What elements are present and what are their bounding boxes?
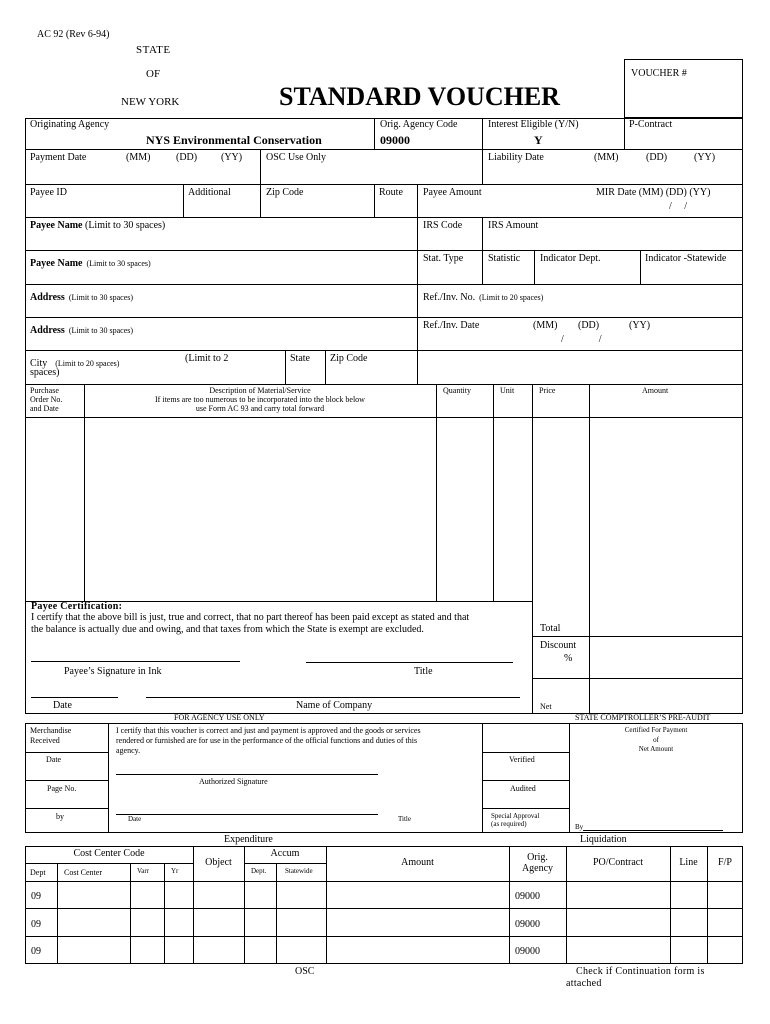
- city-limit-note: (Limit to 2: [185, 353, 229, 364]
- varr-header: Varr: [137, 867, 150, 875]
- agency-cert-l1: I certify that this voucher is correct and just and payment is approved and the goods or services: [116, 726, 421, 735]
- payment-date-field[interactable]: [25, 149, 260, 184]
- comptroller-cert-l3: Net Amount: [638, 745, 674, 753]
- table-row[interactable]: [25, 909, 743, 936]
- irs-code-field[interactable]: [417, 217, 482, 250]
- desc-l2: If items are too numerous to be incorporated into the block below: [155, 395, 365, 404]
- city-spaces-note: spaces): [30, 367, 60, 378]
- payee-signature-line[interactable]: [31, 640, 240, 661]
- company-name-line[interactable]: [146, 680, 520, 697]
- additional-field[interactable]: [183, 184, 260, 217]
- interest-eligible-field[interactable]: [482, 118, 624, 149]
- mir-date-slashes: / /: [669, 201, 688, 212]
- payee-name-2-note: (Limit to 30 spaces): [86, 259, 151, 268]
- purchase-l3: and Date: [30, 404, 59, 413]
- originating-agency-field[interactable]: [25, 118, 374, 149]
- row-agency: 09000: [515, 891, 540, 902]
- agency-small-date-label: Date: [128, 815, 142, 823]
- row-dept: 09: [31, 919, 41, 930]
- cost-center-header: Cost Center: [64, 868, 102, 877]
- po-contract-header: PO/Contract: [593, 857, 643, 868]
- net-label: Net: [540, 702, 552, 711]
- row-agency: 09000: [515, 946, 540, 957]
- address-2-field[interactable]: [25, 317, 417, 350]
- statewide-header: Statewide: [285, 867, 313, 875]
- fp-header: F/P: [718, 857, 732, 868]
- payee-id-field[interactable]: [25, 184, 183, 217]
- irs-code-label: IRS Code: [423, 220, 463, 231]
- total-label: Total: [540, 623, 561, 634]
- orig-agency-l1: Orig.: [527, 852, 548, 863]
- amount-header: Amount: [642, 386, 669, 395]
- certification-line-2: the balance is actually due and owing, and that taxes from which the State is exempt are excluded.: [31, 624, 424, 635]
- payee-name-2-label: Payee Name: [30, 258, 83, 269]
- address-1-note: (Limit to 30 spaces): [68, 293, 134, 302]
- price-cell[interactable]: [533, 418, 589, 601]
- payee-name-1-field[interactable]: [25, 217, 417, 250]
- route-label: Route: [379, 187, 403, 198]
- city-field[interactable]: [25, 350, 285, 384]
- purchase-l2: Order No.: [30, 395, 63, 404]
- mir-date-label: MIR Date (MM) (DD) (YY): [596, 187, 711, 198]
- accum-header: Accum: [270, 848, 300, 859]
- interest-eligible-label: Interest Eligible (Y/N): [488, 119, 579, 130]
- purchase-order-header: [25, 384, 84, 417]
- merchandise-l1: Merchandise: [30, 726, 72, 735]
- discount-percent: %: [564, 653, 573, 664]
- liability-date-field[interactable]: [482, 149, 743, 184]
- p-contract-label: P-Contract: [629, 119, 673, 130]
- agency-title-label: Title: [398, 815, 411, 823]
- payment-date-label: Payment Date: [30, 152, 87, 163]
- table-row[interactable]: [25, 937, 743, 964]
- quantity-header: Quantity: [443, 386, 471, 395]
- new-york-label: NEW YORK: [121, 96, 180, 108]
- liability-mm: (MM): [594, 152, 619, 163]
- payee-zip-field[interactable]: [260, 184, 374, 217]
- payee-name-1-note: (Limit to 30 spaces): [84, 220, 166, 231]
- description-header: [84, 384, 436, 417]
- payee-certification-heading: Payee Certification:: [31, 601, 123, 612]
- address-2-label: Address: [30, 325, 65, 336]
- payee-title-label: Title: [414, 666, 433, 677]
- comptroller-heading: STATE COMPTROLLER’S PRE-AUDIT: [575, 713, 711, 722]
- indicator-dept-label: Indicator Dept.: [540, 253, 601, 264]
- ref-yy: (YY): [629, 320, 651, 331]
- payee-id-label: Payee ID: [30, 187, 67, 198]
- stat-type-label: Stat. Type: [423, 253, 464, 264]
- continuation-l1: Check if Continuation form is: [576, 966, 705, 977]
- authorized-signature-label: Authorized Signature: [199, 777, 268, 786]
- continuation-l2: attached: [566, 978, 602, 989]
- mir-date-field[interactable]: [587, 184, 743, 217]
- company-name-label: Name of Company: [296, 700, 373, 711]
- discount-percent-field[interactable]: [533, 637, 589, 678]
- ref-mm: (MM): [533, 320, 558, 331]
- ref-inv-no-field[interactable]: [417, 284, 743, 317]
- liability-yy: (YY): [694, 152, 716, 163]
- desc-l3: use Form AC 93 and carry total forward: [195, 404, 325, 413]
- amount-cell[interactable]: [590, 418, 743, 601]
- comptroller-signature-line[interactable]: [583, 812, 723, 830]
- net-amount-field[interactable]: [590, 679, 743, 713]
- statistic-label: Statistic: [488, 253, 521, 264]
- orig-agency-code-value: 09000: [380, 133, 410, 147]
- unit-cell[interactable]: [494, 418, 532, 601]
- payee-name-1-label: Payee Name: [30, 220, 83, 231]
- object-header: Object: [205, 857, 232, 868]
- payment-yy: (YY): [221, 152, 243, 163]
- originating-agency-value: NYS Environmental Conservation: [146, 133, 322, 147]
- ref-inv-date-field[interactable]: [417, 317, 743, 350]
- authorized-signature-line[interactable]: [116, 758, 378, 774]
- expenditure-label: Expenditure: [224, 834, 273, 845]
- address-1-label: Address: [30, 292, 65, 303]
- row-dept: 09: [31, 891, 41, 902]
- voucher-number-label: VOUCHER #: [631, 68, 687, 79]
- merchandise-l2: Received: [30, 736, 60, 745]
- voucher-number-field[interactable]: [624, 59, 743, 118]
- interest-eligible-value: Y: [534, 133, 543, 147]
- amount-col-header: Amount: [401, 857, 434, 868]
- quantity-cell[interactable]: [437, 418, 493, 601]
- certification-line-1: I certify that the above bill is just, true and correct, that no part thereof has been paid except as stated and that: [31, 612, 470, 623]
- accum-dept-header: Dept.: [251, 867, 267, 875]
- irs-amount-field[interactable]: [482, 217, 743, 250]
- city-zip-field[interactable]: [325, 350, 417, 384]
- agency-date-label: Date: [46, 755, 62, 764]
- payee-date-line[interactable]: [31, 680, 118, 697]
- payee-signature-label: Payee’s Signature in Ink: [64, 666, 162, 677]
- ref-inv-date-label: Ref./Inv. Date: [423, 320, 480, 331]
- orig-agency-code-label: Orig. Agency Code: [380, 119, 458, 130]
- indicator-dept-field[interactable]: [534, 250, 640, 284]
- page-no-label: Page No.: [47, 784, 77, 793]
- orig-agency-code-field[interactable]: [374, 118, 482, 149]
- state-field-label: State: [290, 353, 310, 364]
- comptroller-by-label: By: [575, 823, 584, 831]
- ref-inv-no-label: Ref./Inv. No.: [423, 292, 476, 303]
- form-id: AC 92 (Rev 6-94): [37, 29, 110, 40]
- city-note: (Limit to 20 spaces): [55, 359, 120, 368]
- liquidation-label: Liquidation: [580, 834, 627, 845]
- state-label: STATE: [136, 44, 171, 56]
- unit-header: Unit: [500, 386, 515, 395]
- irs-amount-label: IRS Amount: [488, 220, 539, 231]
- desc-l1: Description of Material/Service: [209, 386, 311, 395]
- purchase-l1: Purchase: [30, 386, 59, 395]
- total-amount-field[interactable]: [590, 601, 743, 636]
- payee-title-line[interactable]: [306, 640, 513, 661]
- yr-header: Yr: [171, 867, 179, 875]
- purchase-order-cell[interactable]: [26, 418, 84, 601]
- route-field[interactable]: [374, 184, 417, 217]
- cost-center-code-header: Cost Center Code: [73, 848, 145, 859]
- additional-label: Additional: [188, 187, 231, 198]
- address-1-field[interactable]: [25, 284, 417, 317]
- city-zip-label: Zip Code: [330, 353, 368, 364]
- osc-use-only-label: OSC Use Only: [266, 152, 327, 163]
- ref-inv-no-note: (Limit to 20 spaces): [479, 293, 544, 302]
- osc-use-only-field[interactable]: [260, 149, 482, 184]
- special-approval-l1: Special Approval: [491, 812, 540, 820]
- description-cell[interactable]: [85, 418, 436, 601]
- payee-date-label: Date: [53, 700, 72, 711]
- by-label: by: [56, 812, 64, 821]
- agency-use-heading: FOR AGENCY USE ONLY: [174, 713, 265, 722]
- p-contract-field[interactable]: [624, 118, 743, 149]
- ref-dd: (DD): [578, 320, 600, 331]
- comptroller-cert-l2: of: [653, 736, 659, 744]
- special-approval-l2: (as required): [491, 820, 527, 828]
- stat-type-field[interactable]: [417, 250, 482, 284]
- liability-date-label: Liability Date: [488, 152, 544, 163]
- line-header: Line: [679, 857, 698, 868]
- row-dept: 09: [31, 946, 41, 957]
- state-field[interactable]: [285, 350, 325, 384]
- payee-amount-label: Payee Amount: [423, 187, 482, 198]
- agency-cert-l3: agency.: [116, 746, 141, 755]
- payee-amount-field[interactable]: [417, 184, 587, 217]
- table-row[interactable]: [25, 882, 743, 908]
- row-agency: 09000: [515, 919, 540, 930]
- payment-dd: (DD): [176, 152, 198, 163]
- payee-name-2-field[interactable]: [25, 250, 417, 284]
- page-title: STANDARD VOUCHER: [279, 82, 560, 111]
- price-header: Price: [539, 386, 556, 395]
- of-label: OF: [146, 68, 161, 80]
- discount-amount-field[interactable]: [590, 637, 743, 678]
- originating-agency-label: Originating Agency: [30, 119, 110, 130]
- dept-header: Dept: [30, 868, 46, 877]
- discount-label: Discount: [540, 640, 577, 651]
- orig-agency-l2: Agency: [521, 863, 554, 874]
- osc-footer: OSC: [295, 966, 315, 977]
- payment-mm: (MM): [126, 152, 151, 163]
- indicator-statewide-field[interactable]: [640, 250, 743, 284]
- verified-label: Verified: [509, 755, 535, 764]
- agency-cert-l2: rendered or furnished are for use in the performance of the official functions and duties of this: [116, 736, 418, 745]
- ref-slashes: / /: [561, 334, 602, 345]
- liability-dd: (DD): [646, 152, 668, 163]
- agency-date-title-line[interactable]: [116, 798, 378, 814]
- address-2-note: (Limit to 30 spaces): [68, 326, 134, 335]
- comptroller-cert-l1: Certified For Payment: [624, 726, 688, 734]
- statistic-field[interactable]: [482, 250, 534, 284]
- payee-zip-label: Zip Code: [266, 187, 304, 198]
- city-label: City: [30, 358, 48, 369]
- indicator-statewide-label: Indicator -Statewide: [645, 253, 727, 264]
- audited-label: Audited: [510, 784, 536, 793]
